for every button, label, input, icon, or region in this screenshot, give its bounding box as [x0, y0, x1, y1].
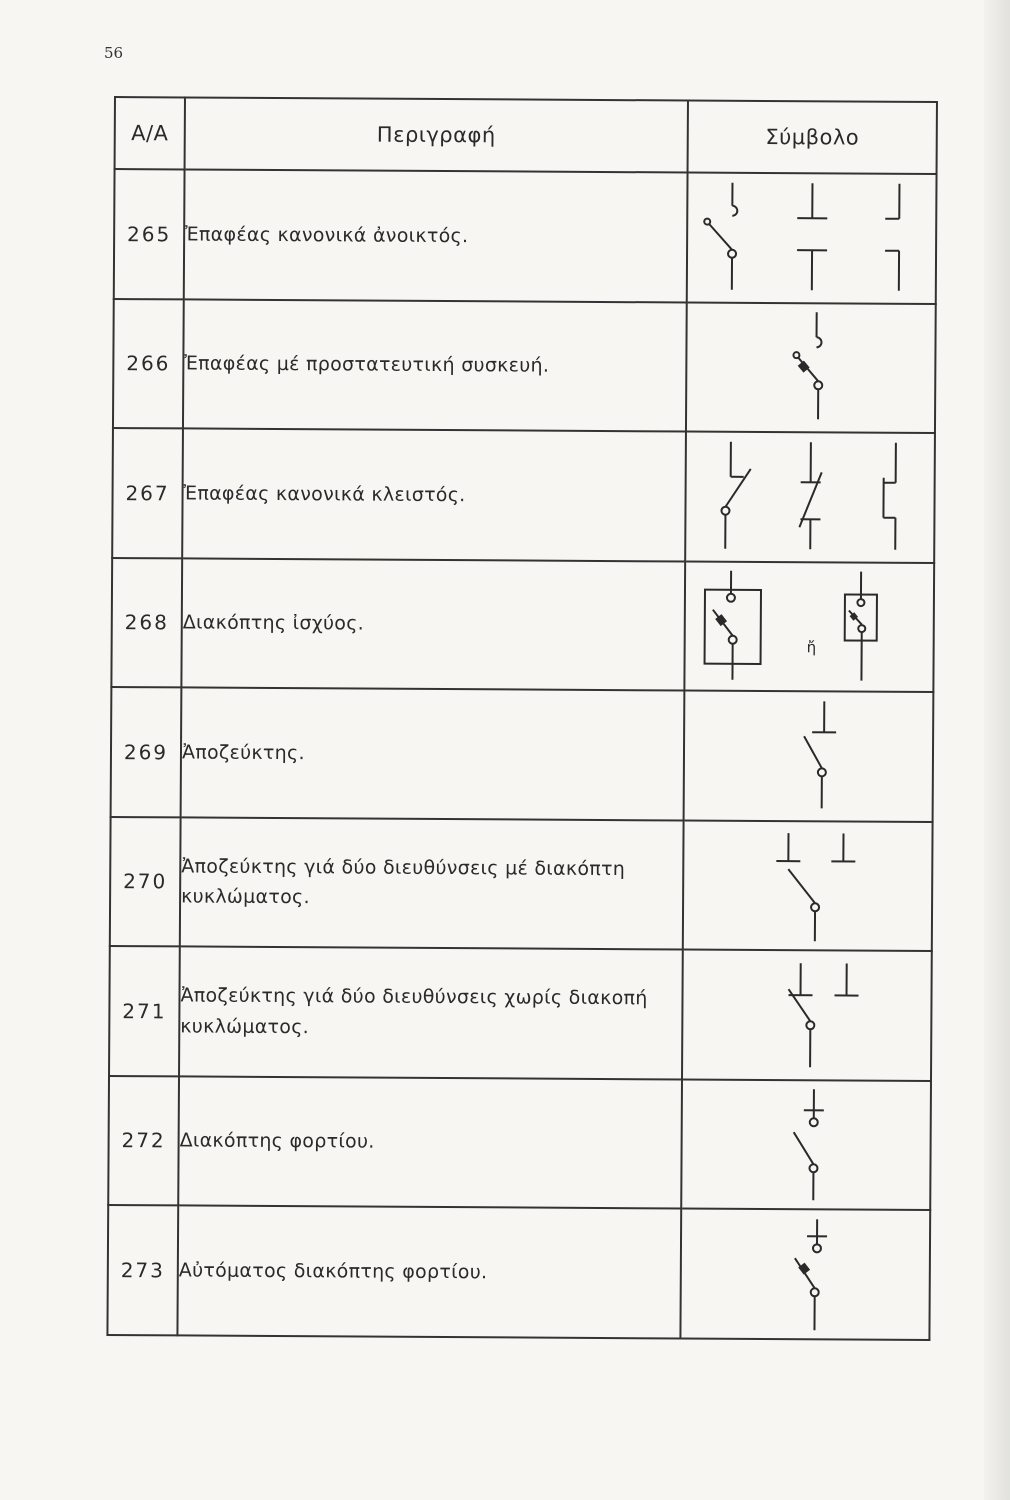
row-number: 266	[113, 299, 184, 429]
row-number: 272	[108, 1075, 179, 1205]
row-description: Διακόπτης ἰσχύος.	[181, 558, 685, 691]
row-number: 267	[112, 428, 183, 558]
two-way-disconnector-no-break-icon	[692, 954, 923, 1075]
contact-normally-open-icon	[696, 177, 927, 298]
symbol-or-label: ἤ	[806, 638, 816, 657]
row-number: 265	[114, 169, 185, 299]
row-symbol	[685, 432, 935, 563]
row-number: 273	[107, 1205, 178, 1335]
header-description: Περιγραφή	[185, 97, 688, 172]
row-number: 268	[111, 557, 182, 687]
row-description: Ἐπαφέας κανονικά κλειστός.	[182, 428, 686, 561]
header-num: Α/Α	[115, 97, 185, 169]
disconnector-icon	[693, 695, 924, 816]
row-description: Ἀποζεύκτης γιά δύο διευθύνσεις μέ διακόπτη κυκλώματος.	[180, 817, 684, 950]
row-description: Διακόπτης φορτίου.	[178, 1076, 682, 1209]
symbols-table	[106, 96, 938, 1341]
row-symbol	[687, 173, 937, 304]
table-row	[113, 299, 936, 434]
row-symbol	[684, 690, 934, 821]
row-symbol	[680, 1208, 930, 1339]
row-symbol	[683, 820, 933, 951]
row-symbol	[682, 949, 932, 1080]
page-number: 56	[104, 44, 124, 62]
table-row	[112, 428, 935, 563]
contact-normally-closed-icon	[695, 436, 926, 557]
power-switch-icon	[694, 566, 925, 687]
table-row	[107, 1205, 930, 1340]
table-row	[110, 816, 933, 951]
table-row	[114, 169, 937, 304]
table-row	[111, 557, 934, 692]
row-description: Ἀποζεύκτης.	[181, 687, 685, 820]
row-number: 269	[111, 687, 182, 817]
row-description: Αὐτόματος διακόπτης φορτίου.	[177, 1205, 681, 1338]
scan-edge	[984, 0, 1010, 1500]
row-number: 270	[110, 816, 181, 946]
table-row	[108, 1075, 931, 1210]
row-description: Ἐπαφέας κανονικά ἀνοικτός.	[184, 169, 688, 302]
header-symbol: Σύμβολο	[688, 101, 937, 175]
contact-protective-device-icon	[695, 307, 926, 428]
table-header-row	[115, 97, 937, 174]
automatic-load-switch-icon	[690, 1213, 921, 1334]
table-row	[111, 687, 934, 822]
row-symbol	[681, 1079, 931, 1210]
row-symbol	[686, 302, 936, 433]
two-way-disconnector-break-icon	[692, 825, 923, 946]
row-symbol	[684, 561, 934, 692]
row-number: 271	[109, 946, 180, 1076]
table-row	[109, 946, 932, 1081]
load-switch-icon	[691, 1084, 922, 1205]
row-description: Ἐπαφέας μέ προστατευτική συσκευή.	[183, 299, 687, 432]
row-description: Ἀποζεύκτης γιά δύο διευθύνσεις χωρίς διακοπή κυκλώματος.	[179, 946, 683, 1079]
